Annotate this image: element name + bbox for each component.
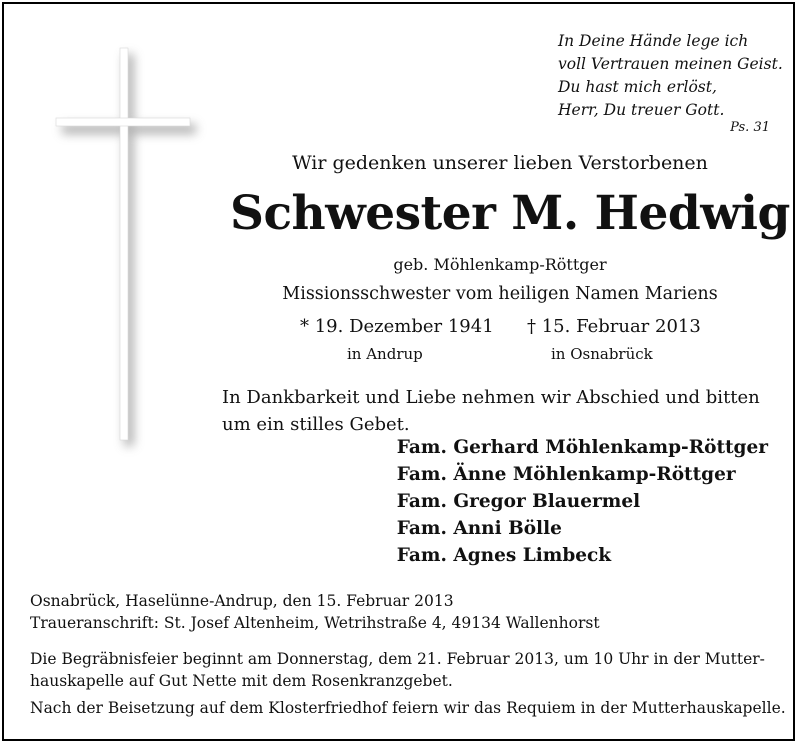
birth-date: * 19. Dezember 1941 — [300, 316, 494, 337]
intro-text: Wir gedenken unserer lieben Verstorbenen — [292, 152, 708, 174]
thanks-text: In Dankbarkeit und Liebe nehmen wir Abschied und bitten um ein stilles Gebet. — [222, 387, 760, 435]
death-place: in Osnabrück — [551, 345, 653, 363]
mourning-address: Traueranschrift: St. Josef Altenheim, Wetrihstraße 4, 49134 Wallenhorst — [30, 614, 600, 632]
requiem-line: Nach der Beisetzung auf dem Klosterfriedhof feiern wir das Requiem in der Mutterhauskapelle. — [30, 699, 786, 717]
birth-place: in Andrup — [347, 345, 423, 363]
death-date: † 15. Februar 2013 — [527, 316, 701, 337]
family-name: Fam. Agnes Limbeck — [396, 545, 612, 566]
verse-line: In Deine Hände lege ich — [558, 32, 749, 50]
bible-verse — [558, 30, 783, 122]
verse-line: Du hast mich erlöst, — [558, 78, 717, 96]
family-name: Fam. Gerhard Möhlenkamp-Röttger — [396, 437, 768, 458]
funeral-line: hauskapelle auf Gut Nette mit dem Rosenkranzgebet. — [30, 672, 453, 690]
place-date: Osnabrück, Haselünne-Andrup, den 15. Februar 2013 — [30, 592, 454, 610]
deceased-name: Schwester M. Hedwig — [230, 186, 790, 241]
requiem-info — [30, 697, 786, 719]
verse-reference: Ps. 31 — [730, 120, 770, 135]
verse-line: Herr, Du treuer Gott. — [558, 101, 725, 119]
family-name: Fam. Gregor Blauermel — [396, 491, 641, 512]
family-list — [397, 434, 768, 569]
funeral-line: Die Begräbnisfeier beginnt am Donnerstag, dem 21. Februar 2013, um 10 Uhr in der Mutter- — [30, 650, 765, 668]
family-name: Fam. Änne Möhlenkamp-Röttger — [396, 464, 736, 485]
religious-order: Missionsschwester vom heiligen Namen Mariens — [282, 284, 718, 304]
cross-icon — [40, 38, 240, 498]
place-and-address — [30, 590, 770, 634]
verse-line: voll Vertrauen meinen Geist. — [558, 55, 783, 73]
family-name: Fam. Anni Bölle — [396, 518, 562, 539]
birth-name: geb. Möhlenkamp-Röttger — [393, 255, 607, 274]
funeral-info — [30, 648, 770, 692]
